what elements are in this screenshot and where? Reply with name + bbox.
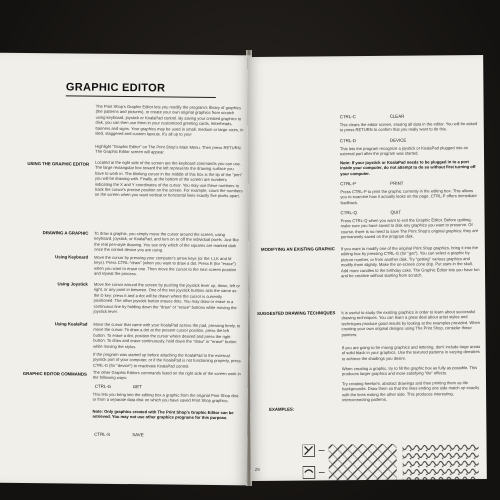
command-label-device: DEVICE xyxy=(389,137,407,143)
command-key-quit: CTRL-Q xyxy=(340,210,357,216)
page-title: GRAPHIC EDITOR xyxy=(65,81,166,95)
example-source-glyphs xyxy=(303,444,315,478)
command-key-device: CTRL-D xyxy=(339,138,357,144)
clear-command-text: This clears the editor screen, erasing all data in the editor. You will be asked to press RETURN to confirm that you really want to do this. xyxy=(339,121,478,133)
get-command-text: This lets you bring into the editing box a graphic from the original Print Shop disk or from a separate data disk on which you have saved Print Shop graphics. xyxy=(92,391,239,404)
examples-label: EXAMPLES: xyxy=(269,406,295,412)
heading-using-editor: USING THE GRAPHIC EDITOR xyxy=(27,160,90,167)
intro-paragraph-2: Highlight "Graphic Editor" on The Print Shop's Main Menu. Then press RETURN. The Graphic Editor screen will appear. xyxy=(95,143,242,155)
command-label-save: SAVE xyxy=(132,432,144,438)
command-key-save: CTRL-S xyxy=(94,431,111,437)
example-pattern-wave xyxy=(403,443,480,481)
command-key-get: CTRL-G xyxy=(94,383,112,389)
device-command-note: Note: If your joystick or KoalaPad needs to be plugged in to a port inside your computer, do not attempt to do so without first turning off your computer. xyxy=(340,159,476,177)
heading-drawing-techniques: SUGGESTED DRAWING TECHNIQUES xyxy=(257,310,336,316)
heading-using-koalapad: Using KoalaPad xyxy=(54,321,88,327)
drawing-technique-3: Try creating freeform, abstract drawings and then printing them as tile backgrounds. Draw them so that the lines ending one side match up exactly with the lines exiting the other side. This produces interesting, interconnecting patterns. xyxy=(341,380,480,403)
using-editor-text: Located at the right side of the screen are the keyboard commands you can use. The large rectangular box toward the left represents the drawing surface you have to work in. The blinking cursor in the middle of this box is the tip of the "pen" you will be drawing with. Finally, at the bottom of the screen are numbers indicating the X and Y coordinates of the cursor. You may use these numbers to track the cursor's precise position on the screen. For example, count the numbers on the screen when you want vertical or horizontal lines exactly five pixels apart. xyxy=(94,159,243,199)
heading-editor-commands: GRAPHIC EDITOR COMMANDS xyxy=(22,370,87,377)
using-joystick-text: Move the cursor around the screen by pushing the joystick lever up, down, left or right, or any point in between. One of the two joystick buttons acts the same as the D key: press it and a dot will be drawn where the cursor is currently positioned. The other joystick button erases dots. You may draw or erase in a continuous line by holding down the "draw" or "erase" buttons while moving the joystick lever. xyxy=(93,281,240,314)
heading-using-keyboard: Using Keyboard xyxy=(55,254,89,260)
heading-modifying-graphic: MODIFYING AN EXISTING GRAPHIC xyxy=(260,246,335,252)
right-page xyxy=(247,55,487,481)
editor-commands-text: The other Graphic Editors commands listed on the right side of the screen work in the following ways: xyxy=(92,369,241,381)
drawing-technique-2: When creating a graphic, try to fill the graphic box as fully as possible. This produces larger graphics and more satisfying "tile" effects. xyxy=(341,365,478,377)
example-pattern-diagonal xyxy=(329,444,398,481)
command-label-print: PRINT xyxy=(390,180,404,186)
drawing-techniques-intro: It is useful to study the existing graphics in order to learn about successful drawing techniques. You can learn a great deal about artist styles and techniques produce good results by looking at the examples provided. When creating your own original designs using The Print Shop, consider these pointers: xyxy=(341,309,481,337)
command-label-quit: QUIT xyxy=(390,209,402,215)
page-number: 29 xyxy=(254,466,260,472)
intro-paragraph: The Print Shop's Graphic Editor lets you modify the program's library of graphics (the patterns and pictures), or create your own original graphics from scratch using keyboard, joystick or KoalaPad control. By saving your created graphics to disk, you can then use them in your customized greeting cards, letterheads, banners and signs. Your graphics may be used in small, medium or large sizes, in tiled, staggered and custom layouts. It's all up to you! xyxy=(95,103,244,137)
drawing-technique-1: If you are going to be mixing graphics and lettering, don't include large areas of solid black in your graphics. Use the textured patterns in varying densities to achieve the shadings you desire. xyxy=(341,344,481,362)
command-label-get: GET xyxy=(132,384,142,390)
arrow-icon xyxy=(319,450,325,472)
using-keyboard-text: Move the cursor by pressing your computer's arrow keys (or the I,J,K and M keys). Press CTRL-"draw" (when you want to draw a dot. Press E (for "erase") when you want to erase one. Then move the cursor to the next screen position and repeat the process. xyxy=(93,254,237,277)
modifying-graphic-text: If you want to modify one of the original Print Shop graphics, bring it into the editing box by pressing CTRL-G (for "get"). You can select a graphic by picture number, or from another disk. Try "getting" various graphics and modify them slightly. Make the on-screen cone drip. Put stars in the skull. Add more candles to the birthday cake. The Graphic Editor lets you have fun and be creative without starting from scratch. xyxy=(340,245,480,279)
using-koalapad-text: Move the cursor that came with your KoalaPad across the pad, pressing firmly, to move the cursor. To draw a dot at the present cursor position, press the left button. To erase a dot, position the cursor where desired and press the right button. To draw and erase continuously, hold down the "draw" or "erase" button while moving the stylus. xyxy=(93,321,241,349)
command-key-clear: CTRL-C xyxy=(339,114,356,120)
heading-using-joystick: Using Joystick xyxy=(57,281,88,287)
left-page xyxy=(0,53,251,486)
device-command-text: This lets the program recognize a joystick or KoalaPad plugged into an external port after the program was started. xyxy=(339,145,469,157)
koalapad-reactivate-text: If the program was started up before attaching the KoalaPad to the external joystick port of your computer, or if the KoalaPad is not functioning properly, press CTRL-D (for "device") to reactivate KoalaPad control. xyxy=(92,351,241,369)
title-rule xyxy=(66,95,216,98)
get-command-note: Note: Only graphics created with The Print Shop's Graphic Editor can be retrieved. You may not use other graphics programs for this purpose. xyxy=(92,408,234,421)
print-command-text: Press CTRL-P to print the graphic currently in the editing box. This allows you to examine how it actually looks on the page. CTRL-P offers immediate feedback. xyxy=(340,188,477,206)
quit-command-text: Press CTRL-Q when you want to exit the Graphic Editor. Before quitting, make sure you have saved to disk any graphics you want to preserve. Of course, there is no need to save The Print Shop's original graphics; they are permanently saved on the program disk. xyxy=(340,217,479,240)
example-tile-patterns-image xyxy=(303,443,484,481)
command-label-clear: CLEAR xyxy=(389,113,405,119)
drawing-graphic-text: To draw a graphic, you simply move the cursor around the screen, using keyboard, joystick, or KoalaPad, and turn on or off the individual pixels. Just like the real pen-style drawing. You see only which of the squares are marked dark once the control device you are using. xyxy=(94,230,239,253)
heading-drawing-graphic: DRAWING A GRAPHIC xyxy=(42,230,89,236)
command-key-print: CTRL-P xyxy=(340,181,357,187)
